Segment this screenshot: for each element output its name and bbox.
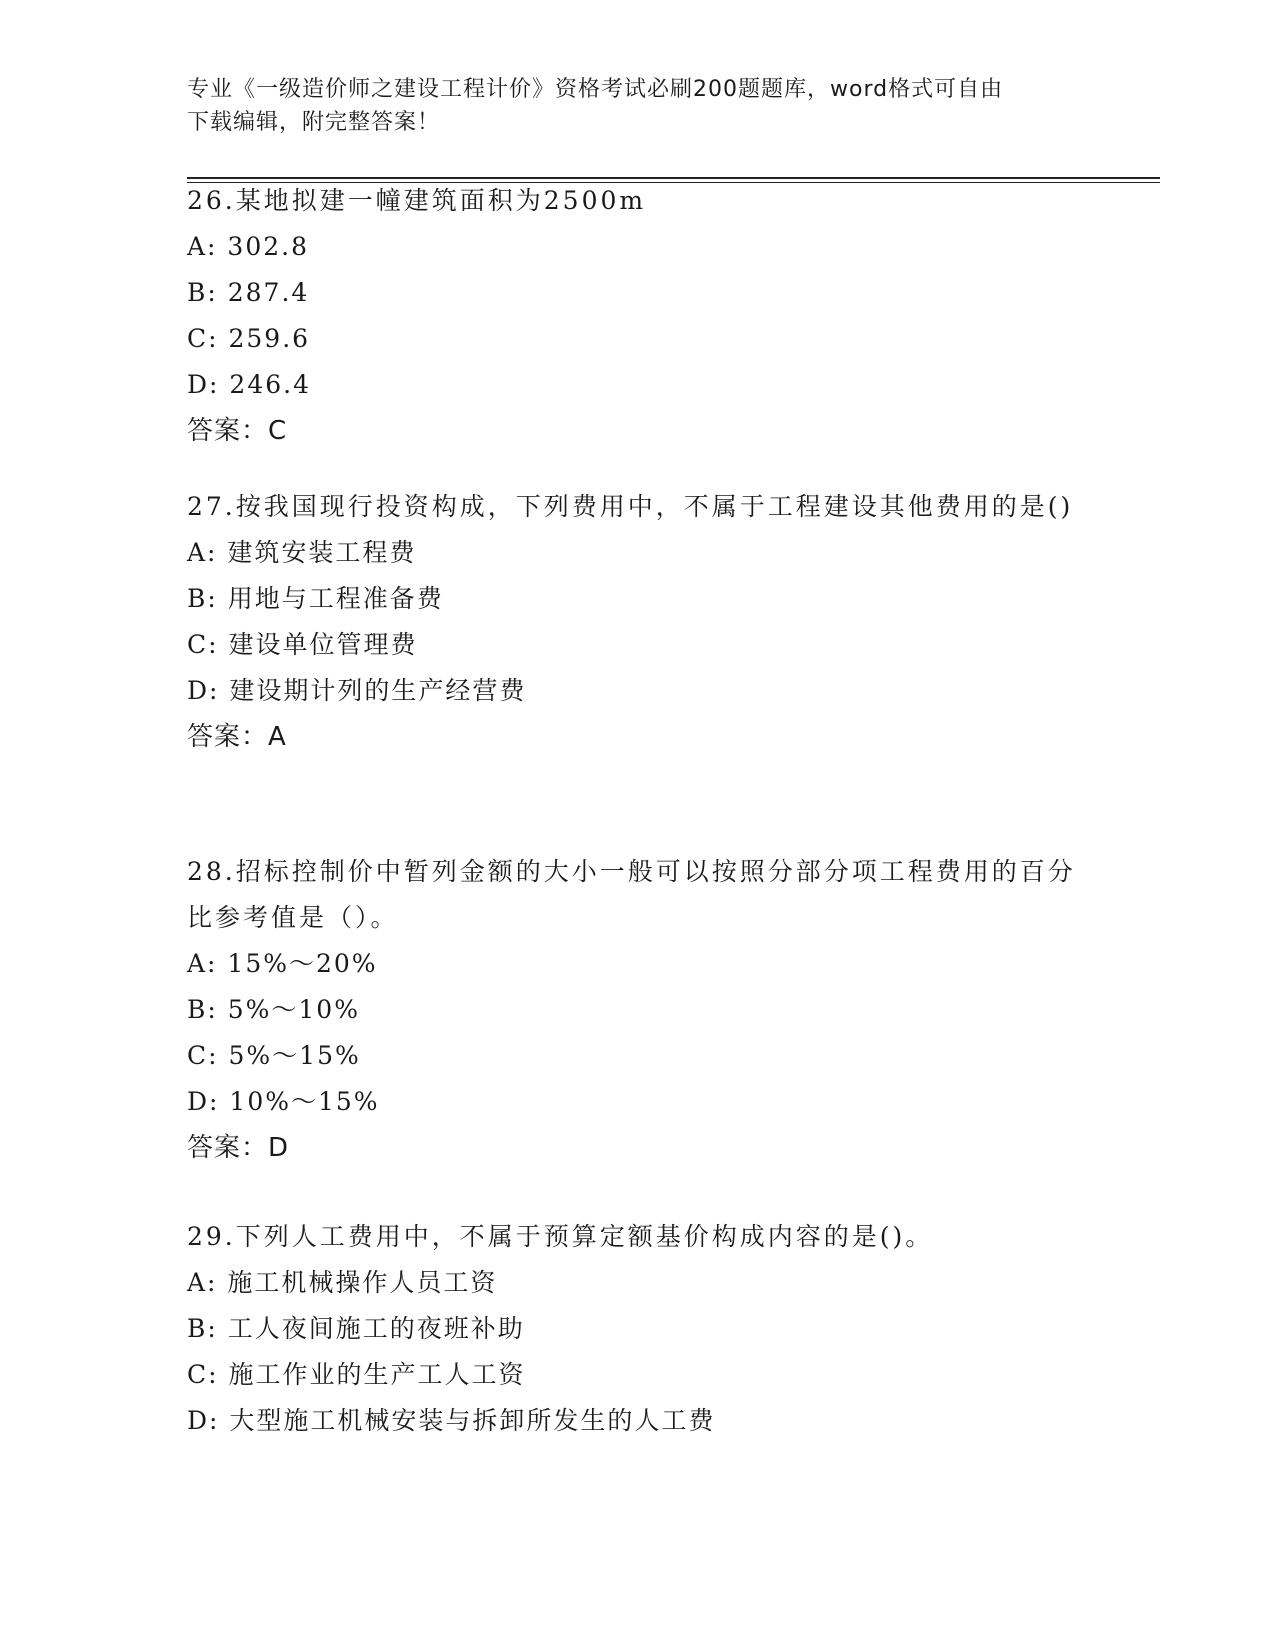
option-a: A: 302.8 — [187, 232, 309, 261]
option-c: C: 施工作业的生产工人工资 — [187, 1360, 526, 1389]
question-text: 26.某地拟建一幢建筑面积为2500m — [187, 186, 647, 215]
option-d: D: 建设期计列的生产经营费 — [187, 676, 527, 705]
question-29 — [187, 1214, 1087, 1444]
header-line-2: 下载编辑，附完整答案！ — [187, 110, 441, 135]
option-c: C: 259.6 — [187, 324, 311, 353]
question-27 — [187, 484, 1087, 760]
question-text: 29.下列人工费用中，不属于预算定额基价构成内容的是()。 — [187, 1222, 934, 1251]
option-b: B: 5%～10% — [187, 995, 360, 1024]
option-a: A: 15%～20% — [187, 949, 378, 978]
question-26 — [187, 178, 1087, 454]
option-d: D: 10%～15% — [187, 1087, 380, 1116]
question-text: 27.按我国现行投资构成，下列费用中，不属于工程建设其他费用的是() — [187, 492, 1074, 521]
option-c: C: 建设单位管理费 — [187, 630, 418, 659]
option-a: A: 建筑安装工程费 — [187, 538, 417, 567]
header-line-1: 专业《一级造价师之建设工程计价》资格考试必刷200题题库，word格式可自由 — [187, 77, 1004, 102]
answer: 答案：A — [187, 722, 287, 752]
option-b: B: 287.4 — [187, 278, 310, 307]
answer: 答案：C — [187, 416, 288, 446]
option-d: D: 246.4 — [187, 370, 311, 399]
answer: 答案：D — [187, 1133, 290, 1163]
option-b: B: 用地与工程准备费 — [187, 584, 444, 613]
option-a: A: 施工机械操作人员工资 — [187, 1268, 498, 1297]
document-header — [187, 73, 1087, 139]
option-c: C: 5%～15% — [187, 1041, 361, 1070]
question-28 — [187, 849, 1087, 1171]
option-b: B: 工人夜间施工的夜班补助 — [187, 1314, 525, 1343]
option-d: D: 大型施工机械安装与拆卸所发生的人工费 — [187, 1406, 716, 1435]
question-text: 28.招标控制价中暂列金额的大小一般可以按照分部分项工程费用的百分比参考值是（）。 — [187, 857, 1076, 932]
